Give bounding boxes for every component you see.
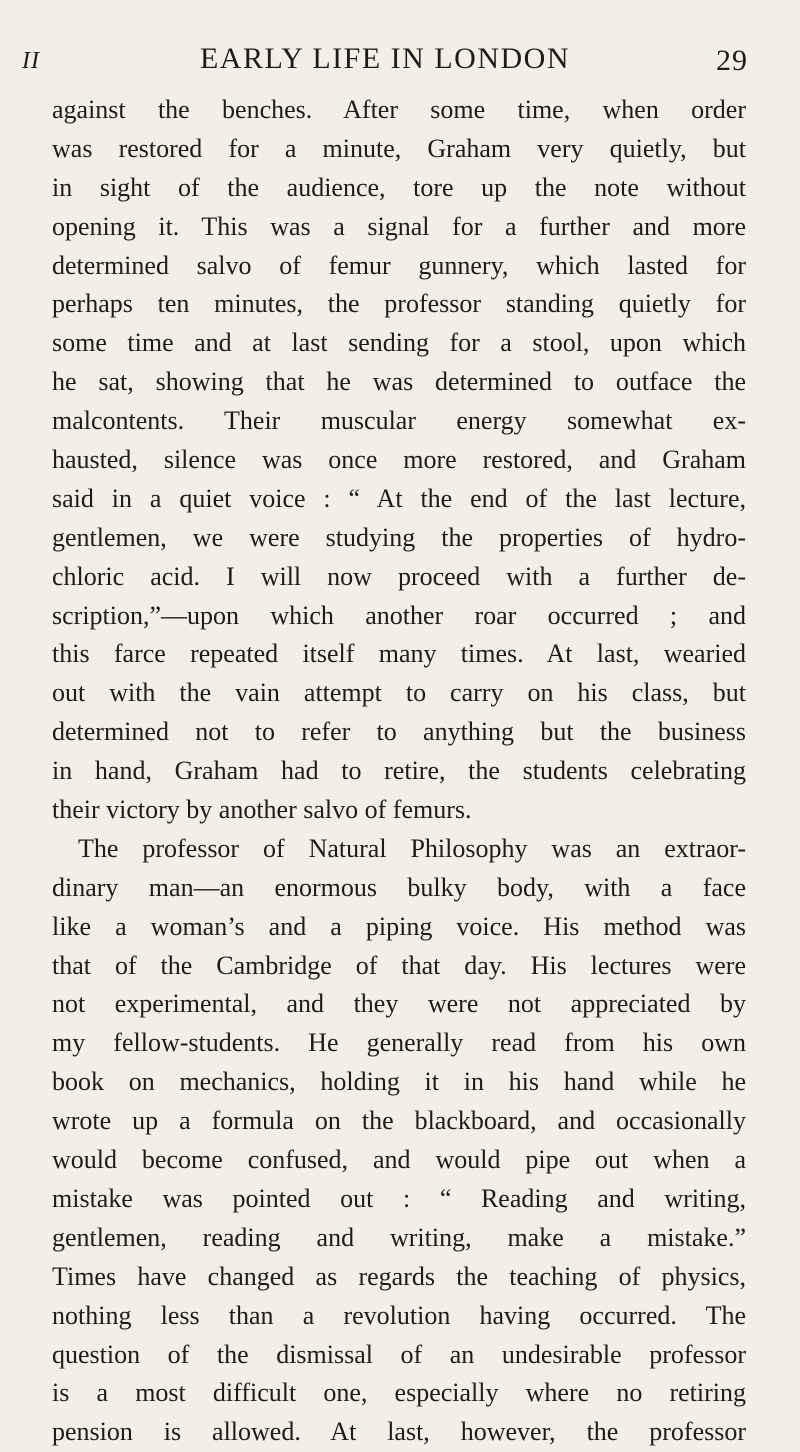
text-line: gentlemen, we were studying the properties of hydro- <box>52 522 746 552</box>
text-line: scription,”—upon which another roar occurred ; and <box>52 600 746 630</box>
text-line: like a woman’s and a piping voice. His method was <box>52 911 746 941</box>
text-line: my fellow-students. He generally read from his own <box>52 1028 746 1058</box>
body-text <box>52 91 746 1452</box>
text-line: that of the Cambridge of that day. His lectures were <box>52 950 746 980</box>
text-line: in hand, Graham had to retire, the students celebrating <box>52 756 746 786</box>
text-line: determined salvo of femur gunnery, which lasted for <box>52 250 746 280</box>
text-line: book on mechanics, holding it in his hand while he <box>52 1067 746 1097</box>
text-line: Times have changed as regards the teaching of physics, <box>52 1261 746 1291</box>
text-line: this farce repeated itself many times. At last, wearied <box>52 639 746 669</box>
text-line: he sat, showing that he was determined to outface the <box>52 367 746 397</box>
text-line: nothing less than a revolution having occurred. The <box>52 1300 746 1330</box>
running-title: EARLY LIFE IN LONDON <box>199 42 570 75</box>
text-line: not experimental, and they were not appreciated by <box>52 989 746 1019</box>
page-number: 29 <box>716 44 748 77</box>
text-line: dinary man—an enormous bulky body, with a face <box>52 872 746 902</box>
chapter-number: II <box>22 48 40 74</box>
text-line: would become confused, and would pipe out when a <box>52 1145 746 1175</box>
paragraph-start-line: The professor of Natural Philosophy was an extraor- <box>78 833 746 863</box>
paragraph-end-line: their victory by another salvo of femurs. <box>52 795 472 825</box>
text-line: in sight of the audience, tore up the note without <box>52 172 746 202</box>
text-line: chloric acid. I will now proceed with a further de- <box>52 561 746 591</box>
text-line: opening it. This was a signal for a further and more <box>52 211 746 241</box>
text-line: question of the dismissal of an undesirable professor <box>52 1339 746 1369</box>
text-line: was restored for a minute, Graham very quietly, but <box>52 133 746 163</box>
text-line: some time and at last sending for a stool, upon which <box>52 328 746 358</box>
text-line: out with the vain attempt to carry on his class, but <box>52 678 746 708</box>
text-line: hausted, silence was once more restored, and Graham <box>52 445 746 475</box>
text-line: determined not to refer to anything but the business <box>52 717 746 747</box>
running-head <box>22 42 748 82</box>
text-line: pension is allowed. At last, however, the professor <box>52 1417 746 1447</box>
text-line: against the benches. After some time, when order <box>52 95 746 124</box>
text-line: is a most difficult one, especially where no retiring <box>52 1378 746 1408</box>
text-line: said in a quiet voice : “ At the end of the last lecture, <box>52 483 746 513</box>
text-line: mistake was pointed out : “ Reading and writing, <box>52 1183 746 1213</box>
text-line: perhaps ten minutes, the professor standing quietly for <box>52 289 746 319</box>
text-line: gentlemen, reading and writing, make a mistake.” <box>52 1222 746 1252</box>
text-line: wrote up a formula on the blackboard, and occasionally <box>52 1106 746 1136</box>
text-line: malcontents. Their muscular energy somewhat ex- <box>52 406 746 436</box>
